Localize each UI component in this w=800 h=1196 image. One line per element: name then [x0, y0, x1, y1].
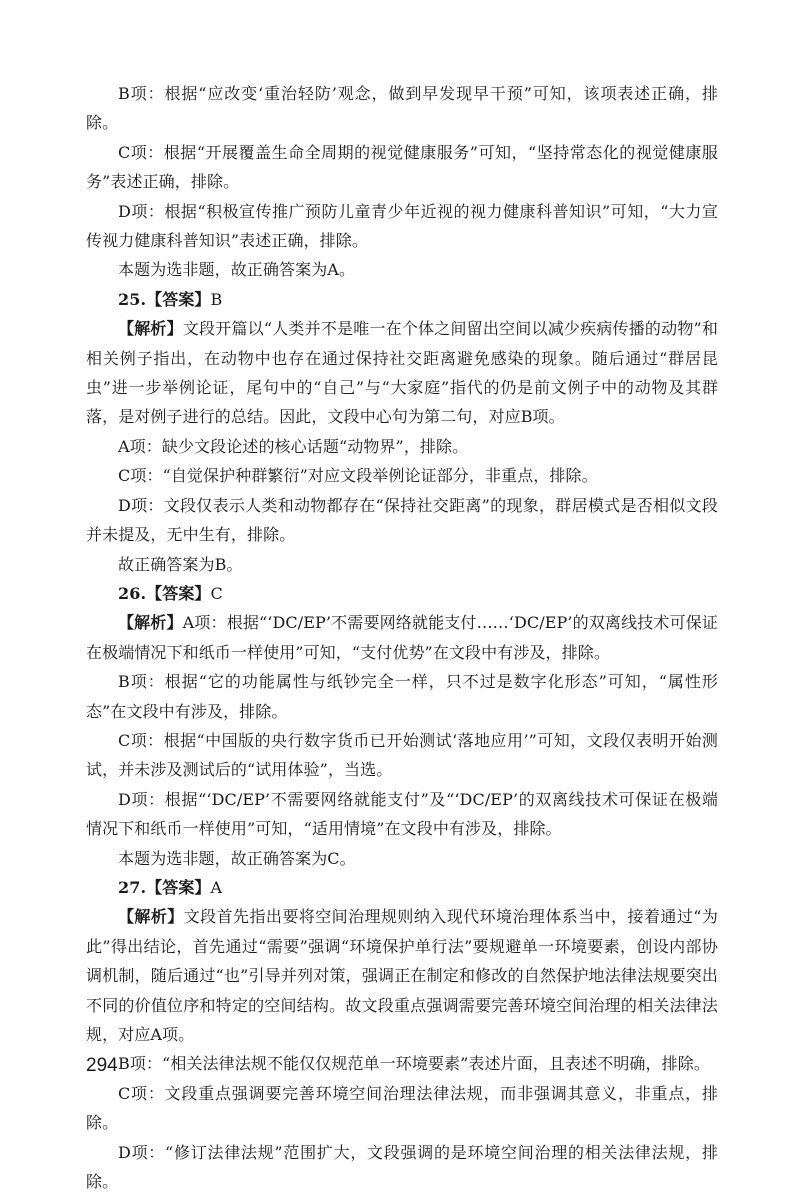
paragraph-text: D项：根据“积极宣传推广预防儿童青少年近视的视力健康科普知识”可知，“大力宣传视力健康科普知识”表述正确，排除。 [86, 201, 718, 251]
paragraph [86, 1138, 718, 1196]
analysis-paragraph [86, 314, 718, 432]
answer-heading [86, 873, 718, 902]
paragraph-text: C项：文段重点强调要完善环境空间治理法律法规，而非强调其意义，非重点，排除。 [86, 1083, 718, 1133]
analysis-label: 【解析】 [118, 613, 183, 633]
paragraph [86, 844, 718, 873]
paragraph-text: B项：根据“它的功能属性与纸钞完全一样，只不过是数字化形态”可知，“属性形态”在文段中有涉及，排除。 [86, 672, 718, 721]
analysis-label: 【解析】 [118, 319, 183, 339]
paragraph [86, 432, 718, 461]
paragraph [86, 1079, 718, 1138]
paragraph-text: B项：“相关法律法规不能仅仅规范单一环境要素”表述片面，且表述不明确，排除。 [118, 1054, 710, 1074]
paragraph [86, 197, 718, 256]
paragraph-text: A项：根据“‘DC/EP’不需要网络就能支付……‘DC/EP’的双离线技术可保证在极端情况下和纸币一样使用”可知，“支付优势”在文段中有涉及，排除。 [86, 613, 718, 662]
paragraph-text: 文段开篇以“人类并不是唯一在个体之间留出空间以减少疾病传播的动物”和相关例子指出，在动物中也存在通过保持社交距离避免感染的现象。随后通过“群居昆虫”进一步举例论证，尾句中的“自己”与“大家庭”指代的仍是前文例子中的动物及其群落，是对例子进行的总结。因此，文段中心句为第二句，对应B项。 [86, 319, 719, 427]
paragraph-text: C项：根据“开展覆盖生命全周期的视觉健康服务”可知，“坚持常态化的视觉健康服务”表述正确，排除。 [86, 142, 718, 192]
answer-label: 26.【答案】 [118, 583, 211, 603]
paragraph [86, 491, 718, 550]
answer-value: C [210, 583, 223, 603]
paragraph [86, 461, 718, 490]
paragraph-text: 文段首先指出要将空间治理规则纳入现代环境治理体系当中，接着通过“为此”得出结论，首先通过“需要”强调“环境保护单行法”要规避单一环境要素，创设内部协调机制，随后通过“也”引导并列对策，强调正在制定和修改的自然保护地法律法规要突出不同的价值位序和特定的空间结构。故文段重点强调需要完善环境空间治理的相关法律法规，对应A项。 [86, 907, 718, 1044]
paragraph [86, 550, 718, 579]
analysis-paragraph [86, 608, 718, 667]
paragraph-text: D项：根据“‘DC/EP’不需要网络就能支付”及“‘DC/EP’的双离线技术可保证在极端情况下和纸币一样使用”可知，“适用情境”在文段中有涉及，排除。 [86, 789, 718, 839]
analysis-paragraph [86, 902, 718, 1049]
paragraph [86, 79, 718, 138]
page-number: 294 [86, 1055, 118, 1076]
paragraph [86, 667, 718, 726]
paragraph-text: A项：缺少文段论述的核心话题“动物界”，排除。 [118, 436, 469, 456]
paragraph-text: 故正确答案为B。 [118, 554, 243, 574]
paragraph-text: D项：文段仅表示人类和动物都存在“保持社交距离”的现象，群居模式是否相似文段并未提及，无中生有，排除。 [86, 495, 718, 545]
paragraph-text: 本题为选非题，故正确答案为A。 [118, 260, 356, 280]
paragraph [86, 138, 718, 197]
answer-heading [86, 579, 718, 608]
paragraph-text: B项：根据“应改变‘重治轻防’观念，做到早发现早干预”可知，该项表述正确，排除。 [86, 84, 718, 133]
answer-value: B [210, 289, 223, 309]
paragraph [86, 255, 718, 284]
answer-heading [86, 285, 718, 314]
paragraph-text: C项：“自觉保护种群繁衍”对应文段举例论证部分，非重点，排除。 [118, 466, 598, 486]
page-content [86, 79, 718, 1196]
paragraph-text: 本题为选非题，故正确答案为C。 [118, 848, 356, 868]
answer-label: 25.【答案】 [118, 289, 211, 309]
answer-label: 27.【答案】 [118, 877, 211, 897]
paragraph-text: C项：根据“中国版的央行数字货币已开始测试‘落地应用’”可知，文段仅表明开始测试，并未涉及测试后的“试用体验”，当选。 [86, 730, 718, 780]
answer-value: A [210, 877, 223, 897]
paragraph [86, 1049, 718, 1078]
paragraph-text: D项：“修订法律法规”范围扩大，文段强调的是环境空间治理的相关法律法规，排除。 [86, 1142, 718, 1192]
paragraph [86, 726, 718, 785]
analysis-label: 【解析】 [118, 907, 184, 927]
paragraph [86, 785, 718, 844]
